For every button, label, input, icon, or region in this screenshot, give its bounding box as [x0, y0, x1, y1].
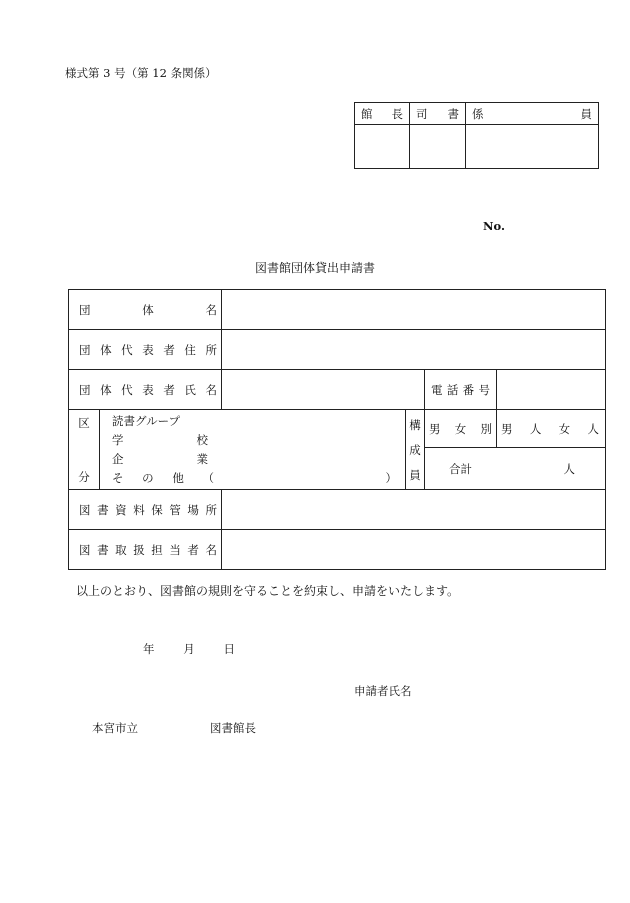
rep-name-label: 団 体 代 表 者 氏 名: [69, 370, 222, 410]
category-options: [100, 410, 406, 490]
rep-address-label: 団 体 代 表 者 住 所: [69, 330, 222, 370]
stamp-head-chief: 館 長: [355, 103, 410, 125]
category-company[interactable]: 企 業: [112, 452, 208, 466]
category-other[interactable]: そ の 他 （ ）: [112, 471, 397, 485]
handler-name-field[interactable]: [222, 530, 606, 570]
gender-label: 男 女 別: [425, 410, 497, 448]
applicant-name-label: 申請者氏名: [354, 684, 412, 698]
application-table: [68, 289, 606, 570]
category-school[interactable]: 学 校: [112, 433, 208, 447]
form-title: 図書館団体貸出申請書: [254, 261, 375, 275]
stamp-cell-chief[interactable]: [355, 125, 410, 169]
date-line[interactable]: 年 月 日: [143, 642, 235, 656]
phone-field[interactable]: [497, 370, 606, 410]
storage-location-label: 図 書 資 料 保 管 場 所: [69, 490, 222, 530]
rep-name-field[interactable]: [222, 370, 425, 410]
category-reading-group[interactable]: 読書グループ: [112, 414, 181, 428]
group-name-field[interactable]: [222, 290, 606, 330]
stamp-head-staff: 係 員: [466, 103, 599, 125]
stamp-cell-librarian[interactable]: [410, 125, 466, 169]
form-number: 様式第 3 号（第 12 条関係）: [65, 66, 217, 80]
total-members-field[interactable]: 合計 人: [425, 448, 606, 490]
number-label: No.: [483, 219, 505, 233]
group-name-label: 団 体 名: [69, 290, 222, 330]
stamp-cell-staff[interactable]: [466, 125, 599, 169]
gender-count-field[interactable]: 男 人 女 人: [497, 410, 606, 448]
addressee-city: 本宮市立: [92, 721, 138, 735]
phone-label: 電 話 番 号: [425, 370, 497, 410]
approval-stamp-box: [354, 102, 599, 169]
members-label: 構 成 員: [406, 410, 425, 490]
rep-address-field[interactable]: [222, 330, 606, 370]
category-label: 区 分: [69, 410, 100, 490]
handler-name-label: 図 書 取 扱 担 当 者 名: [69, 530, 222, 570]
stamp-head-librarian: 司 書: [410, 103, 466, 125]
addressee-library-director: 図書館長: [210, 721, 256, 735]
storage-location-field[interactable]: [222, 490, 606, 530]
agreement-statement: 以上のとおり、図書館の規則を守ることを約束し、申請をいたします。: [76, 584, 460, 598]
